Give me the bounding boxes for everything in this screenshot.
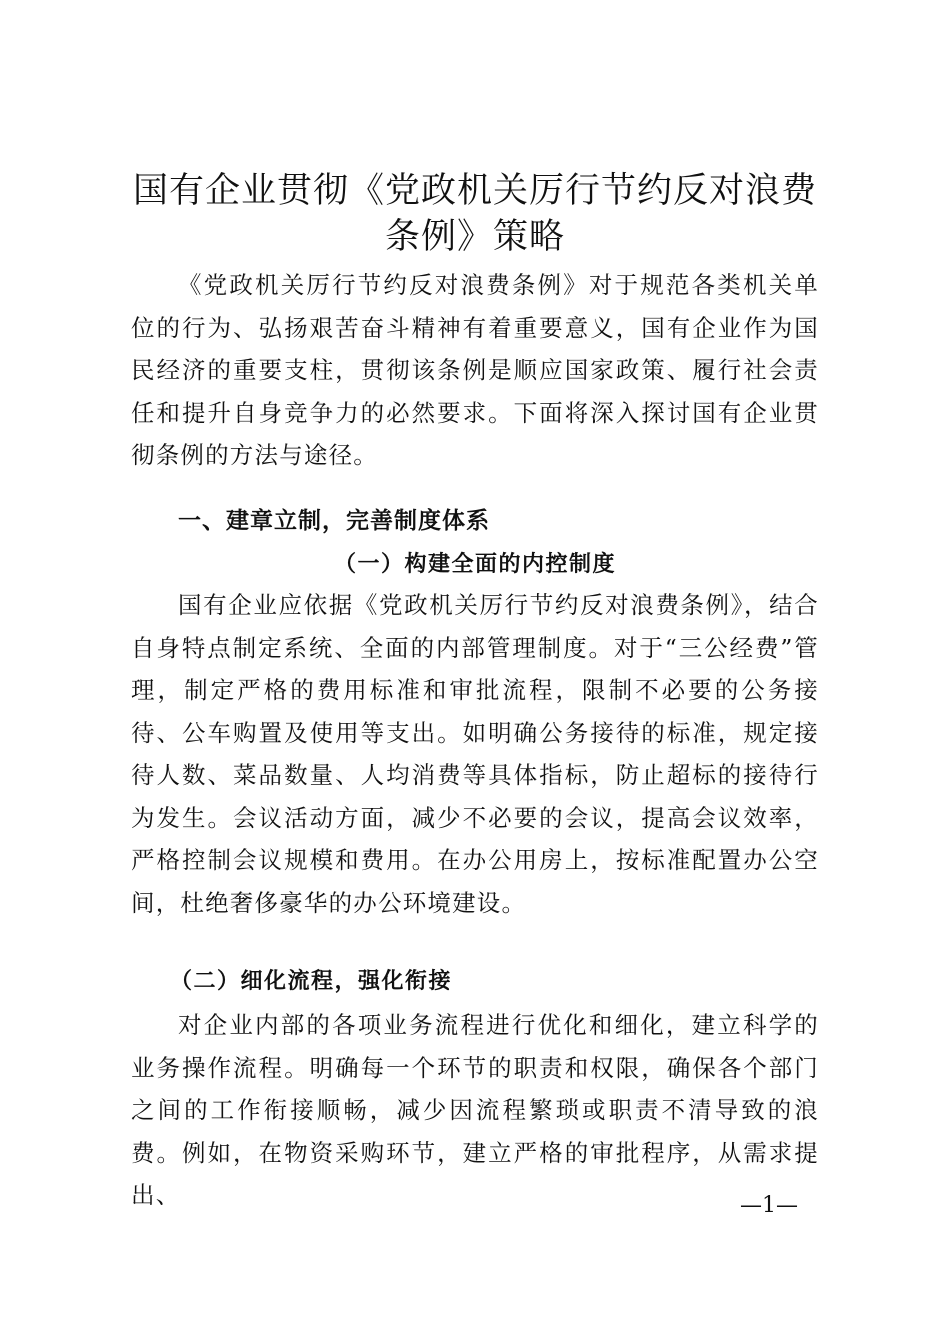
subsection-1-paragraph: 国有企业应依据《党政机关厉行节约反对浪费条例》，结合自身特点制定系统、全面的内部管理制度。对于“三公经费”管理，制定严格的费用标准和审批流程，限制不必要的公务接待、公车购置及使用等支出。如明确公务接待的标准，规定接待人数、菜品数量、人均消费等具体指标，防止超标的接待行为发生。会议活动方面，减少不必要的会议，提高会议效率，严格控制会议规模和费用。在办公用房上，按标准配置办公空间，杜绝奢侈豪华的办公环境建设。: [131, 591, 819, 917]
document-title: 国有企业贯彻《党政机关厉行节约反对浪费条例》策略: [132, 171, 817, 257]
section-1-heading: 一、建章立制，完善制度体系: [178, 508, 490, 534]
intro-paragraph: 《党政机关厉行节约反对浪费条例》对于规范各类机关单位的行为、弘扬艰苦奋斗精神有着重要意义，国有企业作为国民经济的重要支柱，贯彻该条例是顺应国家政策、履行社会责任和提升自身竞争力的必然要求。下面将深入探讨国有企业贯彻条例的方法与途径。: [131, 271, 819, 469]
subsection-2-paragraph: 对企业内部的各项业务流程进行优化和细化，建立科学的业务操作流程。明确每一个环节的职责和权限，确保各个部门之间的工作衔接顺畅，减少因流程繁琐或职责不清导致的浪费。例如，在物资采购环节，建立严格的审批程序，从需求提出、: [131, 1011, 819, 1209]
subsection-2-heading: （二）细化流程，强化衔接: [170, 968, 453, 994]
page-number: —1—: [740, 1193, 798, 1218]
subsection-1-heading: （一）构建全面的内控制度: [333, 551, 616, 577]
